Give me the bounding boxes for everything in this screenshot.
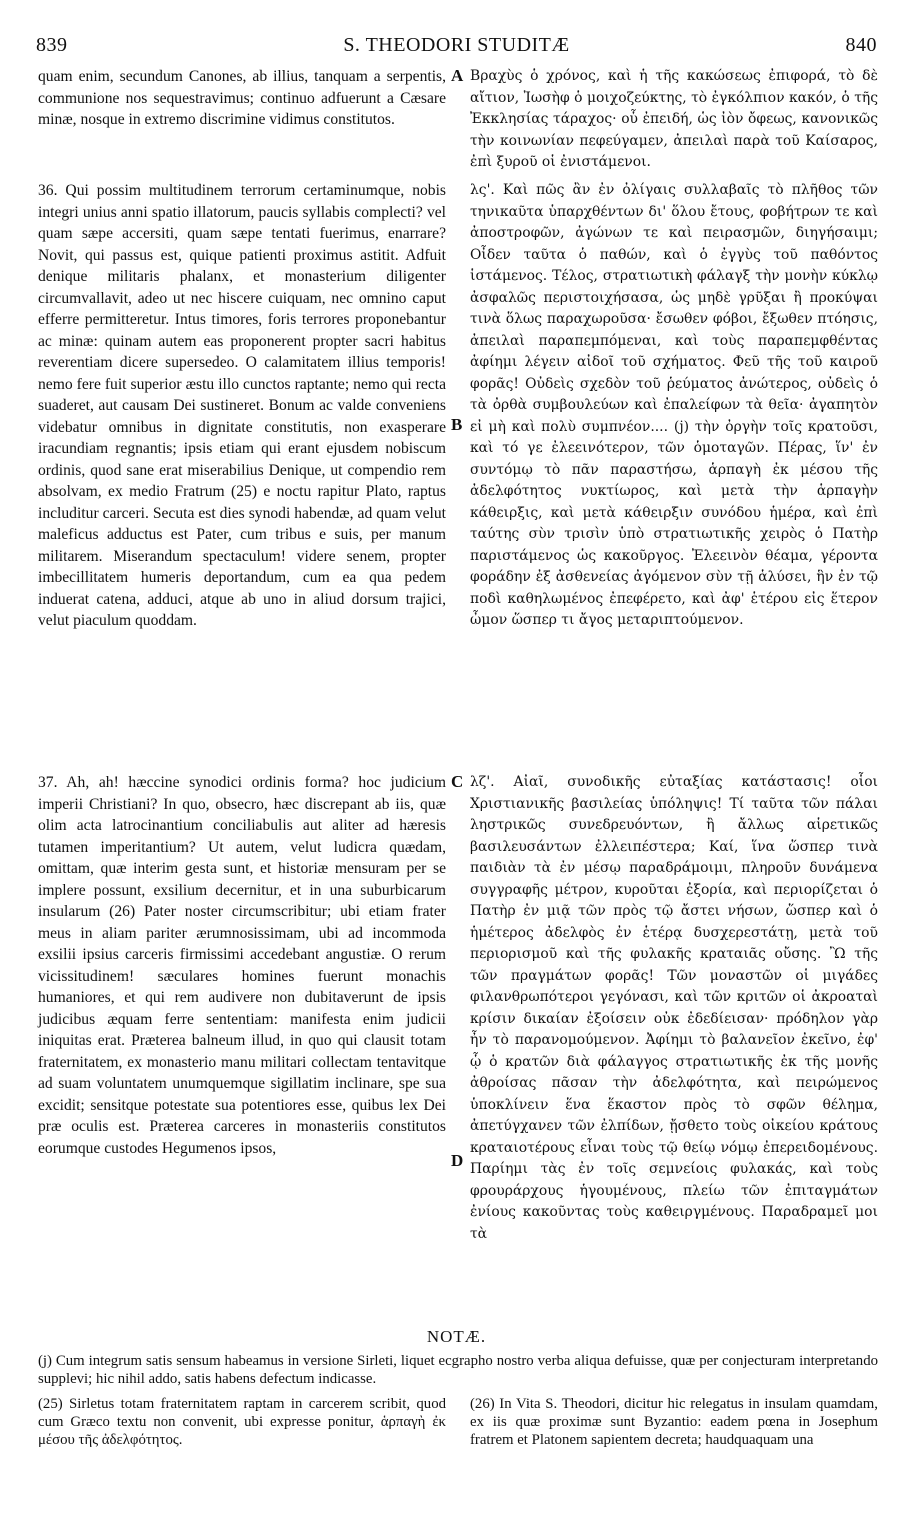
margin-marker-b: B bbox=[451, 415, 463, 434]
notes-heading: NOTÆ. bbox=[426, 1327, 487, 1346]
greek-text-intro bbox=[470, 66, 878, 174]
latin-paragraph: 37. Ah, ah! hæccine synodici ordinis forma? hoc judicium imperii Christiani? In quo, obsecro, hæc discrepant ab iis, quæ olim acta latrocinantium conciliabulis aut aliter ad hæresis tutamen imperitantium? Ut autem, velut ludicra quædam, omittam, quæ interim gesta sunt, et historiæ mensuram per se implere possunt, exsilium decernitur, et in una suburbicarum insularum (26) Pater noster circumscribitur; ubi etiam frater meus in aliam pariter ærumnosissimam, ubi ad incommoda exsilii ipsius carceris firmissimi accedebant angustiæ. O rerum vicissitudinem! sæculares homines fuerunt monachis humaniores, et qui rem audivere non dubitaverunt de ipsis judicibus æquam ferre sententiam: manifesta enim judicii iniquitas erat. Præterea balneum illud, in quo qui clausit totam fraternitatem, ex monasterio manu militari collectam tentavitque ad suam voluntatem unumquemque sigillatim inclinare, spe sua excidit; sensitque potestate sua potentiores esse, quibus lex Dei præ oculis est. Præterea carceres in monasteriis constitutos eorumque custodes Hegumenos ipsos, bbox=[38, 774, 446, 1157]
left-page-number: 839 bbox=[36, 34, 68, 56]
footnote-text: (25) Sirletus totam fraternitatem raptam in carcerem scribit, quod cum Græco textu non convenit, ubi expresse ponitur, ἁρπαγὴ ἐκ μέσου τῆς ἀδελφότητος. bbox=[38, 1396, 446, 1448]
greek-paragraph: λς'. Καὶ πῶς ἂν ἐν ὀλίγαις συλλαβαῖς τὸ πλῆθος τῶν τηνικαῦτα ὑπαρχθέντων δι' ὅλου ἔτους, φοβήτρων τε καὶ ἀποστροφῶν, ἀγώνων τε καὶ πειρασμῶν, διηγήσαιμι; Οἶδεν ταῦτα ὁ παθών, καὶ ὁ ἐγγὺς τοῦ παθόντος ἱστάμενος. Τέλος, στρατιωτικὴ φάλαγξ τὴν μονὴν κύκλῳ ἀσφαλῶς περιστοιχήσασα, ὡς μηδὲ γρῦξαι ἢ προκύψαι τινὰ ὅλως παραχωροῦσα· ἔσωθεν φόβοι, ἔξωθεν πτόησις, ἀπειλαὶ παραπεμπόμεναι, καὶ τοὺς παραπεμφθέντας ἀφίημι λέγειν αἰδοῖ τοῦ σχήματος. Φεῦ τῆς τοῦ καιροῦ φορᾶς! Οὐδεὶς σχεδὸν τοῦ ῥεύματος ἀνώτερος, οὐδεὶς ὁ τὰ ὀρθὰ συμβουλεύων καὶ ἐπαλείφων τὰ θεῖα· ἀγαπητὸν εἰ μὴ καὶ πολὺ συμπνέον.... (j) τὴν ὀργὴν τοῖς κρατοῦσι, καὶ τό γε ἐλεεινότερον, τῶν ὁμοταγῶν. Πέρας, ἵν' ἐν συντόμῳ τὸ πᾶν παραστήσω, ἁρπαγὴ ἐκ μέσου τῆς ἀδελφότητος νυκτίωρος, καὶ μετὰ τὴν ἁρπαγὴν κάθειρξις, καὶ μετὰ κάθειρξιν συνόδου ἡμέρα, καὶ ἐπὶ ταύτης σὺν τρισὶν ὑπὸ στρατιωτικῆς χειρὸς ὁ Πατὴρ παριστάμενος ὡς κακοῦργος. Ἐλεεινὸν θέαμα, γέροντα φοράδην ἐξ ἀσθενείας ἀγόμενον σὺν τῇ ἁλύσει, ἣν ἐν τῷ ποδὶ καθηλωμένος ἐπεφέρετο, καὶ ἀφ' ἑτέρου εἰς ἕτερον ὦμον ὥσπερ τι ἄγος μεταριπτούμενον. bbox=[470, 182, 878, 628]
greek-paragraph: λζ'. Αἰαῖ, συνοδικῆς εὐταξίας κατάστασις! οἷοι Χριστιανικῆς βασιλείας ὑπόληψις! Τί ταῦτα τῶν πάλαι ληστρικῶς συνεδρευόντων, ἢ ἄλλως αἱρετικῶς βασιλευσάντων ἐλλειπέστερα; Καί, ἵνα ὥσπερ τινὰ παιδιὰν τὰ ἐν μέσῳ παραδράμοιμι, πληροῦν δυνάμενα συγγραφῆς μέτρον, κυροῦται ἐξορία, καὶ περιορίζεται ὁ Πατὴρ ἐν μιᾷ τῶν πρὸς τῷ ἄστει νήσων, ὥσπερ καὶ ὁ ἡμέτερος ἀδελφὸς ἐν ἑτέρᾳ δυσχερεστάτῃ, μετὰ τοῦ περιορισμοῦ καὶ τῆς φυλακῆς κραταιᾶς οὔσης. Ὢ τῆς τῶν πραγμάτων φορᾶς! Τῶν μοναστῶν οἱ μιγάδες φιλανθρωπότεροι γεγόνασι, καὶ τῶν κριτῶν οἱ ἀκροαταὶ κρίσιν δικαίαν ἐξοίσειν οὐκ ἐδεδίεισαν· πρόδηλον γὰρ ἦν τὸ παρανομούμενον. Ἀφίημι τὸ βαλανεῖον ἐκεῖνο, ἐφ' ᾧ ὁ κρατῶν διὰ φάλαγγος στρατιωτικῆς ἐκ τῆς μονῆς ἀθροίσας πᾶσαν τὴν ἀδελφότητα, καὶ πειρώμενος ὑποκλίνειν ἕνα ἕκαστον πρὸς τὸ σφῶν θέλημα, ἀπετύγχανεν τῶν ἐλπίδων, ᾔσθετο τοὺς οἰκείου κράτους κραταιοτέρους εἶναι τοὺς τῷ θείῳ νόμῳ ἐπερειδομένους. Παρίημι τὰς ἐν τοῖς σεμνείοις φυλακάς, καὶ τοὺς φρουράρχους ἡγουμένους, πλείω τῶν ἐπιταγμάτων ἐνίους κακοῦντας τοὺς καθειργμένους. Παραδραμεῖ μοι τὰ bbox=[470, 774, 878, 1242]
latin-section-36 bbox=[38, 180, 446, 632]
footnote-text: (j) Cum integrum satis sensum habeamus in versione Sirleti, liquet ecgrapho nostro verba aliqua defuisse, quæ per conjecturam interpretando supplevi; hic nihil addo, satis habens defectum indicasse. bbox=[38, 1353, 878, 1387]
margin-marker-c: C bbox=[451, 772, 464, 791]
latin-paragraph: quam enim, secundum Canones, ab illius, tanquam a serpentis, communione nos sequestravimus; continuo adfuerunt a Cæsare minæ, nosque in extremo discrimine vidimus constitutos. bbox=[38, 68, 446, 128]
running-title: S. THEODORI STUDITÆ bbox=[343, 34, 570, 56]
greek-section-36 bbox=[470, 180, 878, 632]
latin-paragraph: 36. Qui possim multitudinem terrorum certaminumque, nobis integri unius anni spatio illatorum, paucis syllabis complecti? vel quam sæpe accersiti, quam sæpe tentati fuerimus, enarrare? Novit, qui passus est, quique patienti proximus astitit. Adfuit denique militaris phalanx, et monasterium diligenter circumvallavit, adeo ut nec hiscere cuiquam, nec omnino caput efferre permitteretur. Intus timores, foris terrores proponebantur ac minæ: quinam autem eas proponerent propter sacri habitus reverentiam dicere supersedeo. O calamitatem illius temporis! nemo fere fuit superior æstu illo cunctos raptante; nemo qui recta suaderet, aut causam Dei sustineret. Bonum ac valde conveniens videbatur omnibus in dignitate constitutis, non exasperare iracundiam regnantis; ipsis etiam qui erant ejusdem nobiscum ordinis, quod sane erat miserabilius Denique, ut compendio rem absolvam, ex medio Fratrum (25) e noctu rapitur Plato, raptus includitur carceri. Secuta est dies synodi habendæ, ad quam velut maleficus adductus est Pater, cum tribus e suis, per manum militarem. Miserandum spectaculum! videre senem, propter imbecillitatem humeris deportandum, cum ea qua pedem induerat catena, adduci, atque ab uno in aliud dorsum trajici, velut piaculum quoddam. bbox=[38, 182, 446, 629]
footnote-25 bbox=[38, 1395, 446, 1449]
greek-paragraph: Βραχὺς ὁ χρόνος, καὶ ἡ τῆς κακώσεως ἐπιφορά, τὸ δὲ αἴτιον, Ἰωσὴφ ὁ μοιχοζεύκτης, τὸ ἐγκόλπιον κακόν, ὁ τῆς Ἐκκλησίας τάραχος· οὗ ἐπειδή, ὡς ἰὸν ὄφεως, κανονικῶς τὴν κοινωνίαν πεφεύγαμεν, ἀπειλαὶ παρὰ τοῦ Καίσαρος, ἐπὶ ξυροῦ οἱ ἐνιστάμενοι. bbox=[470, 68, 878, 170]
right-page-number: 840 bbox=[845, 34, 877, 56]
latin-section-37 bbox=[38, 772, 446, 1159]
latin-text-intro bbox=[38, 66, 446, 131]
footnote-text: (26) In Vita S. Theodori, dicitur hic relegatus in insulam quamdam, ex iis quæ proximæ sunt Byzantio: eadem pœna in Josephum fratrem et Platonem sapientem decreta; haudquaquam una bbox=[470, 1396, 878, 1448]
footnote-j bbox=[38, 1352, 878, 1388]
margin-marker-a: A bbox=[451, 66, 464, 85]
running-header bbox=[36, 34, 877, 64]
margin-marker-d: D bbox=[451, 1151, 464, 1170]
footnote-26 bbox=[470, 1395, 878, 1449]
greek-section-37 bbox=[470, 772, 878, 1245]
